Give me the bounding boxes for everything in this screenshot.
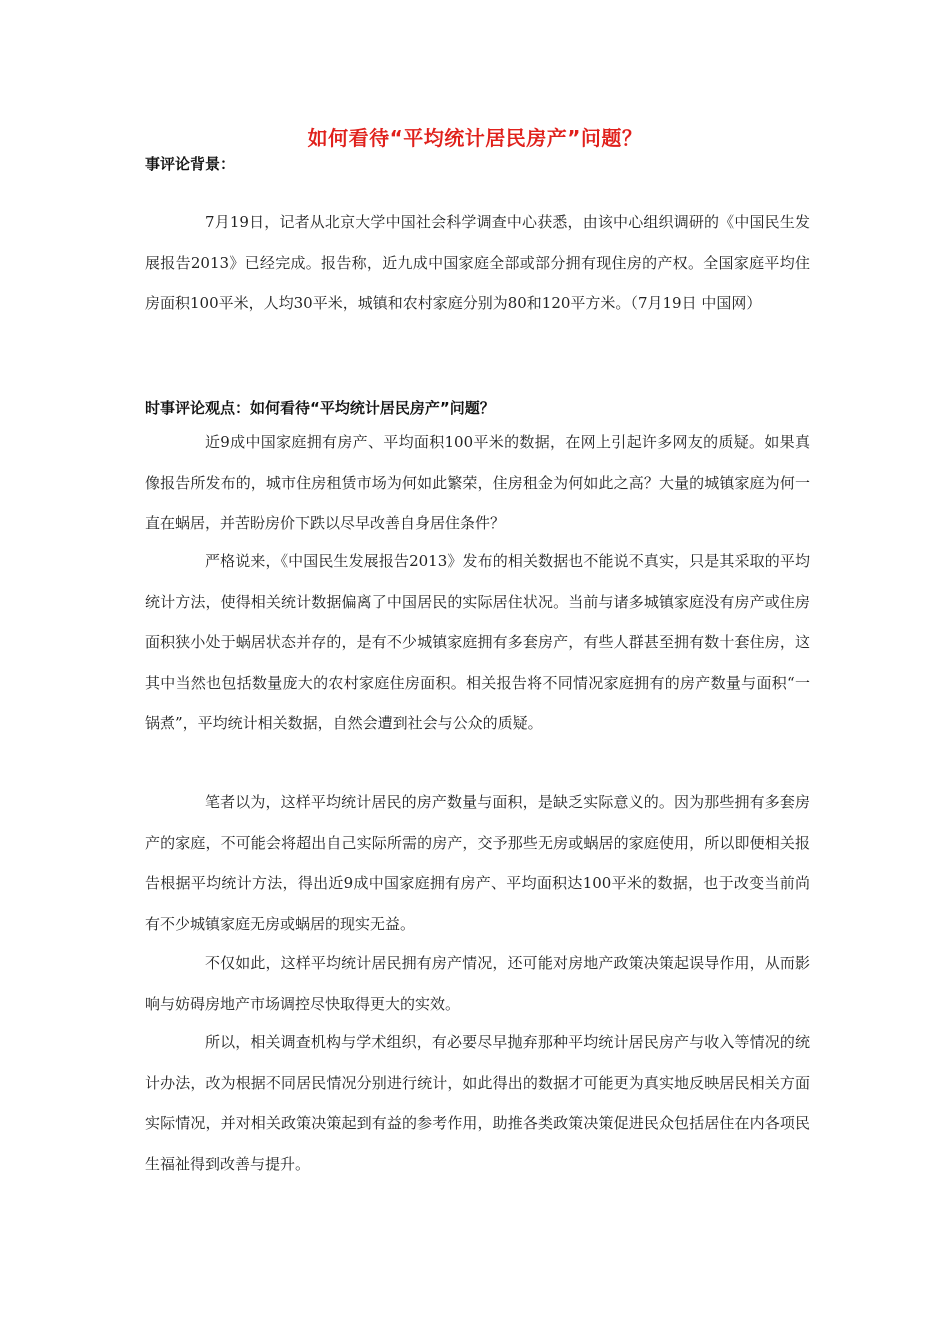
body-paragraph-1: 近9成中国家庭拥有房产、平均面积100平米的数据，在网上引起许多网友的质疑。如果真像报告所发布的，城市住房租赁市场为何如此繁荣，住房租金为何如此之高？大量的城镇家庭为何一直在蜗居，并苦盼房价下跌以尽早改善自身居住条件？ bbox=[145, 433, 810, 532]
document-title: 如何看待“平均统计居民房产”问题？ bbox=[307, 126, 643, 150]
viewpoint-heading: 时事评论观点：如何看待“平均统计居民房产”问题？ bbox=[145, 399, 495, 417]
body-paragraph-4: 不仅如此，这样平均统计居民拥有房产情况，还可能对房地产政策决策起误导作用，从而影响与妨碍房地产市场调控尽快取得更大的实效。 bbox=[145, 954, 810, 1013]
body-paragraph-5: 所以，相关调查机构与学术组织，有必要尽早抛弃那种平均统计居民房产与收入等情况的统计办法，改为根据不同居民情况分别进行统计，如此得出的数据才可能更为真实地反映居民相关方面实际情况，并对相关政策决策起到有益的参考作用，助推各类政策决策促进民众包括居住在内各项民生福祉得到改善与提升。 bbox=[145, 1033, 810, 1173]
background-paragraph: 7月19日，记者从北京大学中国社会科学调查中心获悉，由该中心组织调研的《中国民生发展报告2013》已经完成。报告称，近九成中国家庭全部或部分拥有现住房的产权。全国家庭平均住房面积100平米，人均30平米，城镇和农村家庭分别为80和120平方米。（7月19日 中国网） bbox=[145, 213, 810, 312]
body-paragraph-2: 严格说来，《中国民生发展报告2013》发布的相关数据也不能说不真实，只是其采取的平均统计方法，使得相关统计数据偏离了中国居民的实际居住状况。当前与诸多城镇家庭没有房产或住房面积狭小处于蜗居状态并存的，是有不少城镇家庭拥有多套房产，有些人群甚至拥有数十套住房，这其中当然也包括数量庞大的农村家庭住房面积。相关报告将不同情况家庭拥有的房产数量与面积“一锅煮”，平均统计相关数据，自然会遭到社会与公众的质疑。 bbox=[145, 552, 810, 732]
background-heading: 事评论背景： bbox=[145, 155, 236, 173]
body-paragraph-3: 笔者以为，这样平均统计居民的房产数量与面积，是缺乏实际意义的。因为那些拥有多套房产的家庭，不可能会将超出自己实际所需的房产，交予那些无房或蜗居的家庭使用，所以即便相关报告根据平均统计方法，得出近9成中国家庭拥有房产、平均面积达100平米的数据，也于改变当前尚有不少城镇家庭无房或蜗居的现实无益。 bbox=[145, 793, 810, 933]
